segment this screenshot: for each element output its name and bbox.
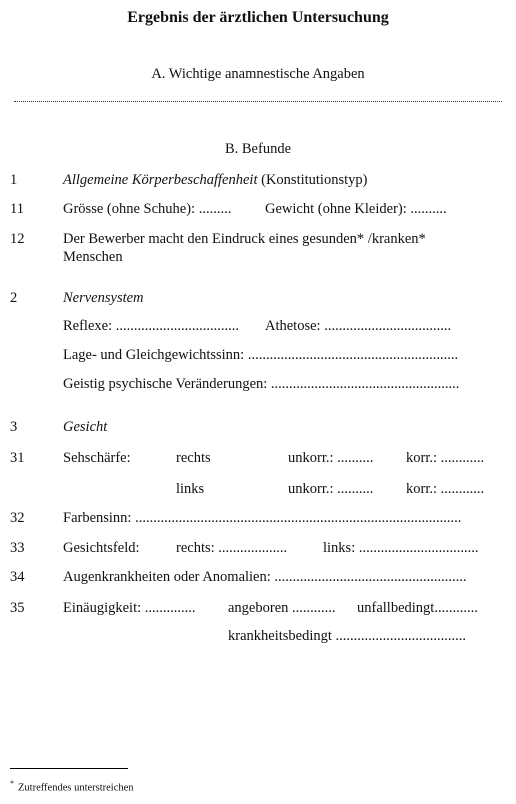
row-11-gewicht: Gewicht (ohne Kleider): .......... [265,201,447,217]
row-12-line1: Der Bewerber macht den Eindruck eines gesunden* /kranken* [63,231,426,247]
footnote-rule [10,768,128,769]
augenkrankheiten-field: Augenkrankheiten oder Anomalien: ..................................................... [63,569,467,585]
row-number-34: 34 [10,569,25,585]
korr-rechts-field: korr.: ............ [406,450,485,466]
row-number-31: 31 [10,450,25,466]
farbensinn-field: Farbensinn: .......................................................................................... [63,510,462,526]
row-12-line2: Menschen [63,249,123,265]
unfallbedingt-field: unfallbedingt............ [357,600,478,616]
section-b-heading: B. Befunde [224,141,292,157]
reflexe-field: Reflexe: .................................. [63,318,239,334]
row-number-33: 33 [10,540,25,556]
gesichtsfeld-rechts-field: rechts: ................... [176,540,288,556]
unkorr-links-field: unkorr.: .......... [288,481,374,497]
row-1-rest: (Konstitutionstyp) [257,172,368,188]
geistig-field: Geistig psychische Veränderungen: .................................................... [63,376,460,392]
row-1-text [63,172,367,189]
sehschaerfe-rechts: rechts [176,450,211,466]
footnote [10,779,134,794]
row-11-groesse: Grösse (ohne Schuhe): ......... [63,201,232,217]
row-number-3: 3 [10,419,18,435]
gesichtsfeld-label: Gesichtsfeld: [63,540,140,556]
einaeugigkeit-field: Einäugigkeit: .............. [63,600,196,616]
row-number-32: 32 [10,510,25,526]
section-a-dotted-line [14,101,502,102]
row-1-italic: Allgemeine Körperbeschaffenheit [63,172,258,188]
row-number-1: 1 [10,172,18,188]
row-2-title: Nervensystem [63,290,144,306]
footnote-text: Zutreffendes unterstreichen [18,782,134,794]
row-number-12: 12 [10,231,25,247]
korr-links-field: korr.: ............ [406,481,485,497]
athetose-field: Athetose: ................................... [265,318,452,334]
gesichtsfeld-links-field: links: ................................. [323,540,479,556]
angeboren-field: angeboren ............ [228,600,336,616]
sehschaerfe-label: Sehschärfe: [63,450,131,466]
footnote-mark: * [10,779,14,788]
row-number-11: 11 [10,201,24,217]
row-3-title: Gesicht [63,419,108,435]
row-number-35: 35 [10,600,25,616]
krankheitsbedingt-field: krankheitsbedingt .................................... [228,628,467,644]
lage-field: Lage- und Gleichgewichtssinn: .......................................................... [63,347,459,363]
unkorr-rechts-field: unkorr.: .......... [288,450,374,466]
sehschaerfe-links: links [176,481,205,497]
row-number-2: 2 [10,290,18,306]
page-title: Ergebnis der ärztlichen Untersuchung [127,9,389,26]
section-a-heading: A. Wichtige anamnestische Angaben [151,66,365,82]
